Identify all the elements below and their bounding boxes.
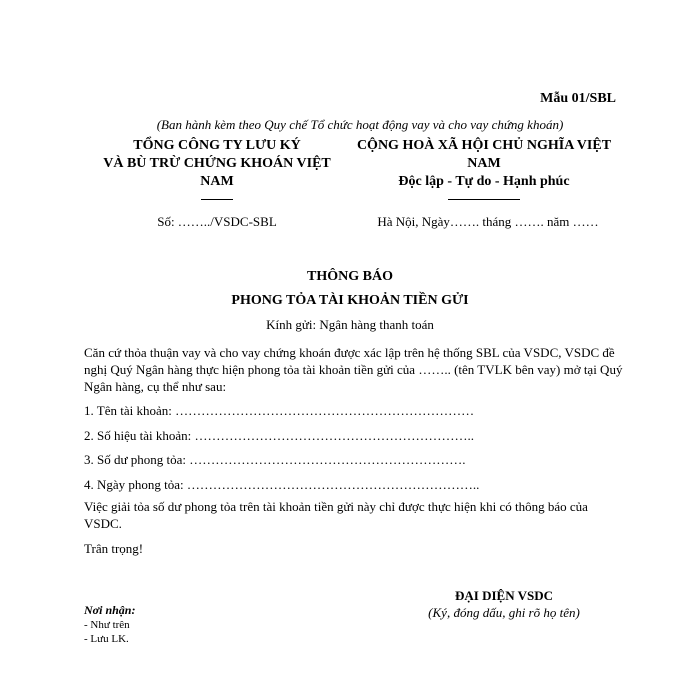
issuer-divider bbox=[201, 199, 233, 200]
nation-line-2: NAM bbox=[467, 156, 501, 171]
field-account-name: 1. Tên tài khoản: …………………………………………………………… bbox=[84, 403, 475, 418]
nation-motto: Độc lập - Tự do - Hạnh phúc bbox=[398, 174, 570, 189]
document-subtitle: PHONG TỎA TÀI KHOẢN TIỀN GỬI bbox=[231, 293, 469, 308]
nation-divider bbox=[448, 199, 520, 200]
issuer-line-3: NAM bbox=[200, 174, 234, 189]
recipients-item: - Lưu LK. bbox=[84, 633, 129, 645]
field-blocked-balance: 3. Số dư phong tỏa: ………………………………………………………. bbox=[84, 452, 466, 467]
signature-title: ĐẠI DIỆN VSDC bbox=[454, 588, 553, 603]
place-and-date: Hà Nội, Ngày……. tháng ……. năm …… bbox=[377, 214, 599, 229]
issuer-line-1: TỔNG CÔNG TY LƯU KÝ bbox=[133, 138, 301, 153]
field-block-date: 4. Ngày phong tỏa: ………………………………………………………….. bbox=[84, 477, 480, 492]
issuer-block bbox=[88, 137, 346, 200]
recipient-line: Kính gửi: Ngân hàng thanh toán bbox=[266, 317, 434, 332]
signature-block bbox=[404, 587, 604, 621]
issued-note: (Ban hành kèm theo Quy chế Tổ chức hoạt động vay và cho vay chứng khoán) bbox=[156, 117, 564, 132]
release-note-paragraph: Việc giải tỏa số dư phong tỏa trên tài khoản tiền gửi này chỉ được thực hiện khi có thông báo của VSDC. bbox=[84, 499, 588, 531]
issuer-line-2: VÀ BÙ TRỪ CHỨNG KHOÁN VIỆT bbox=[103, 156, 331, 171]
nation-line-1: CỘNG HOÀ XÃ HỘI CHỦ NGHĨA VIỆT bbox=[356, 138, 612, 153]
document-number: Số: ……../VSDC-SBL bbox=[157, 214, 277, 229]
form-code: Mẫu 01/SBL bbox=[540, 91, 616, 106]
field-account-number: 2. Số hiệu tài khoản: ……………………………………………………….. bbox=[84, 428, 474, 443]
body-intro-paragraph: Căn cứ thỏa thuận vay và cho vay chứng khoán được xác lập trên hệ thống SBL của VSDC, VSDC đề nghị Quý Ngân hàng thực hiện phong tỏa tài khoản tiền gửi của …….. (tên TVLK bên vay) mở tại Quý Ngân hàng, cụ thể như sau: bbox=[84, 345, 623, 394]
closing-line: Trân trọng! bbox=[84, 541, 144, 556]
recipients-label: Nơi nhận: bbox=[84, 603, 136, 617]
nation-block bbox=[346, 137, 622, 200]
document-title: THÔNG BÁO bbox=[307, 269, 393, 284]
signature-note: (Ký, đóng dấu, ghi rõ họ tên) bbox=[428, 605, 580, 620]
recipients-item: - Như trên bbox=[84, 619, 130, 631]
recipients-block bbox=[84, 603, 135, 646]
